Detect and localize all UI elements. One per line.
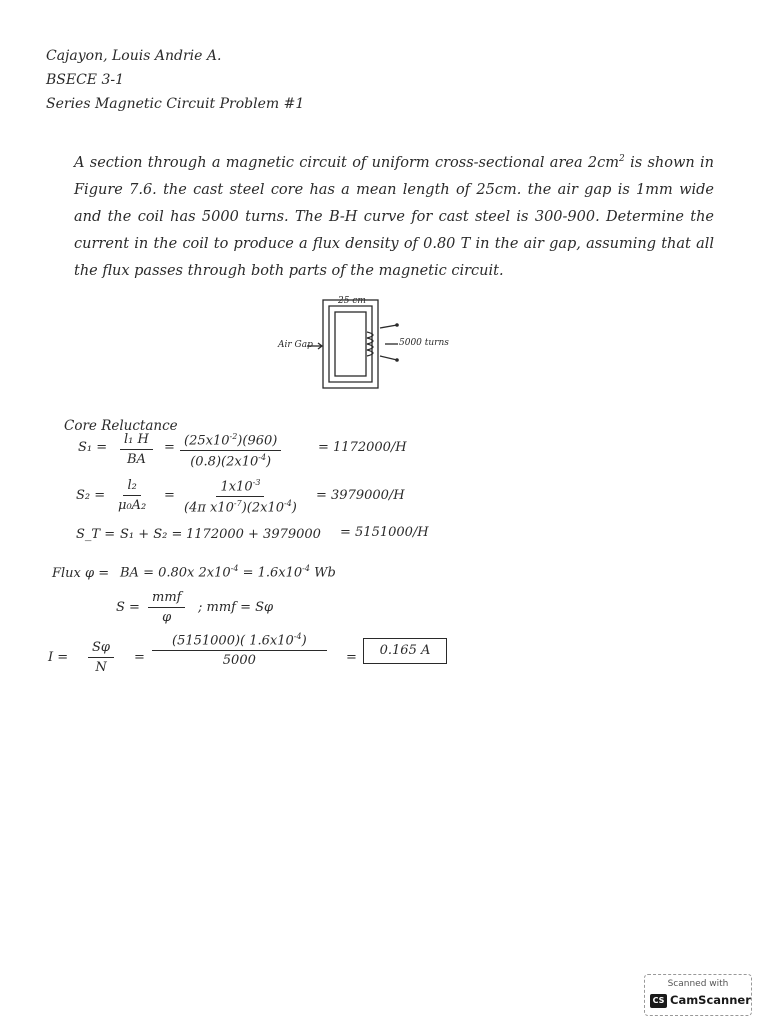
s2-lhs: S₂ = — [76, 488, 106, 503]
magnetic-circuit-figure — [275, 292, 475, 392]
s1-result: = 1172000/H — [318, 440, 407, 455]
s2-equals: = — [164, 488, 175, 503]
current-symbolic-fraction: $\frac{S\varphi}{N}$ — [88, 640, 114, 675]
current-lhs: I = — [48, 650, 69, 665]
s2-symbolic-fraction: $\frac{\text{l₂}}{\text{μ₀A₂}}$ — [118, 478, 147, 513]
st-values: 1172000 + 3979000 — [186, 527, 321, 542]
final-answer-box: 0.165 A — [363, 638, 447, 664]
s1-numeric-fraction: $\frac{(25x10^{-2})(960)}{(0.8)(2x10^{-4})}$ — [180, 432, 281, 470]
s1-symbolic-fraction: $\frac{\text{l₁ H}}{BA}$ — [120, 432, 153, 467]
problem-statement — [74, 146, 714, 285]
current-equals-2: = — [346, 650, 357, 665]
st-lhs: S_T = — [76, 527, 116, 542]
scanned-with-caption: Scanned with — [667, 979, 729, 989]
area-value: $2cm^2$ — [587, 154, 625, 171]
worksheet-title: Series Magnetic Circuit Problem #1 — [46, 96, 305, 112]
camscanner-brand: CamScanner — [670, 993, 751, 1007]
problem-text-1: A section through a magnetic circuit of uniform cross-sectional area — [74, 154, 583, 171]
mmf-relation: ; mmf = Sφ — [198, 600, 274, 615]
mmf-fraction: mmf φ — [148, 590, 185, 625]
s1-lhs: S₁ = — [78, 440, 108, 455]
figure-top-label: 25 cm — [338, 296, 366, 306]
camscanner-watermark — [644, 974, 752, 1016]
st-expression: S₁ + S₂ = — [120, 527, 183, 542]
figure-turns-label: 5000 turns — [399, 338, 449, 348]
current-numeric-fraction: $\frac{(5151000)( 1.6x10^{-4})}{5000}$ — [152, 632, 327, 668]
core-reluctance-heading: Core Reluctance — [64, 418, 178, 434]
s1-equals: = — [164, 440, 175, 455]
flux-expression: BA = 0.80x $2x10^{-4} = 1.6x10^{-4}$ Wb — [120, 564, 336, 581]
s2-numeric-fraction: $\frac{1x10^{-3}}{(4\pi x10^{-7})(2x10^{-4})}$ — [184, 478, 297, 516]
flux-label: Flux φ = — [52, 566, 110, 581]
st-result: = 5151000/H — [340, 525, 429, 540]
student-name: Cajayon, Louis Andrie A. — [46, 48, 222, 64]
problem-text-2: is shown in Figure 7.6. the cast steel core has a mean length of 25cm. the air gap is 1mm wide and the coil has 5000 turns. The B-H curve for cast steel is 300-900. Determine the current in the coil to produce a flux density of 0.80 T in the air gap, assuming that all the flux passes through both parts of the magnetic circuit. — [74, 154, 714, 279]
header — [46, 44, 304, 116]
current-equals: = — [134, 650, 145, 665]
s2-result: = 3979000/H — [316, 488, 405, 503]
mmf-lhs: S = — [116, 600, 140, 615]
student-section: BSECE 3-1 — [46, 72, 125, 88]
figure-air-gap-label: Air Gap — [278, 340, 313, 350]
camscanner-logo-icon: CS — [650, 994, 667, 1008]
